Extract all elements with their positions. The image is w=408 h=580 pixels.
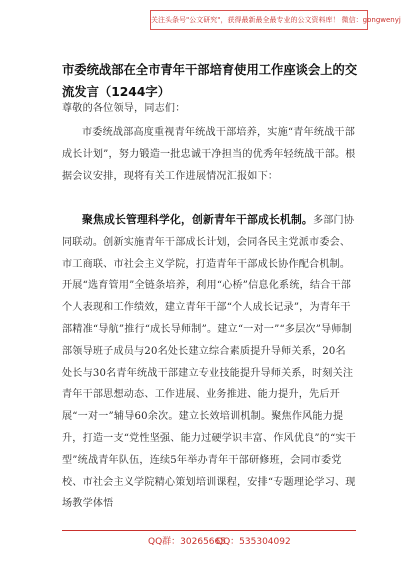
qq-group-number: QQ群：30265665 <box>148 537 226 547</box>
top-promo-banner: 关注头条号"公文研究"，获得最新最全最专业的公文资料库！ 微信：gongwenyj <box>150 10 368 30</box>
paragraph-2-heading: 聚焦成长管理科学化，创新青年干部成长机制。 <box>82 213 313 226</box>
footer-contact <box>62 530 356 551</box>
document-title: 市委统战部在全市青年干部培育使用工作座谈会上的交流发言（1244字） <box>62 63 358 99</box>
paragraph-2-text: 多部门协同联动。创新实施青年干部成长计划，会同各民主党派市委会、市工商联、市社会主义学院，打造青年干部成长协作配合机制。开展“选育管用”全链条培养，利用“心桥”信息化系统，结合干部个人表现和工作绩效，建立青年干部“个人成长记录”，为青年干部精准“导航”推行“成长导师制”。建立“一对一”“多层次”导师制部领导班子成员与20名处长建立综合素质提升导师关系，20名处长与30名青年统战干部建立专业技能提升导师关系，时刻关注青年干部思想动态、工作进展、业务推进、能力提升，先后开展“一对一”辅导60余次。建立长效培训机制。聚焦作风能力提升，打造一支“党性坚强、能力过硬学识丰富、作风优良”的“实干型”统战青年队伍，连续5年举办青年干部研修班，会同市委党校、市社会主义学院精心策划培训课程，安排“专题理论学习、现场教学体悟 <box>62 215 357 510</box>
paragraph-1 <box>62 122 356 187</box>
greeting-line: 尊敬的各位领导，同志们： <box>62 103 186 114</box>
qq-number: QQ：535304092 <box>216 537 291 547</box>
paragraph-2 <box>62 209 356 515</box>
paragraph-1-text: 市委统战部高度重视青年统战干部培养，实施“青年统战干部成长计划”，努力锻造一批忠诚干净担当的优秀年轻统战干部。根据会议安排，现将有关工作进展情况汇报如下： <box>62 127 356 182</box>
